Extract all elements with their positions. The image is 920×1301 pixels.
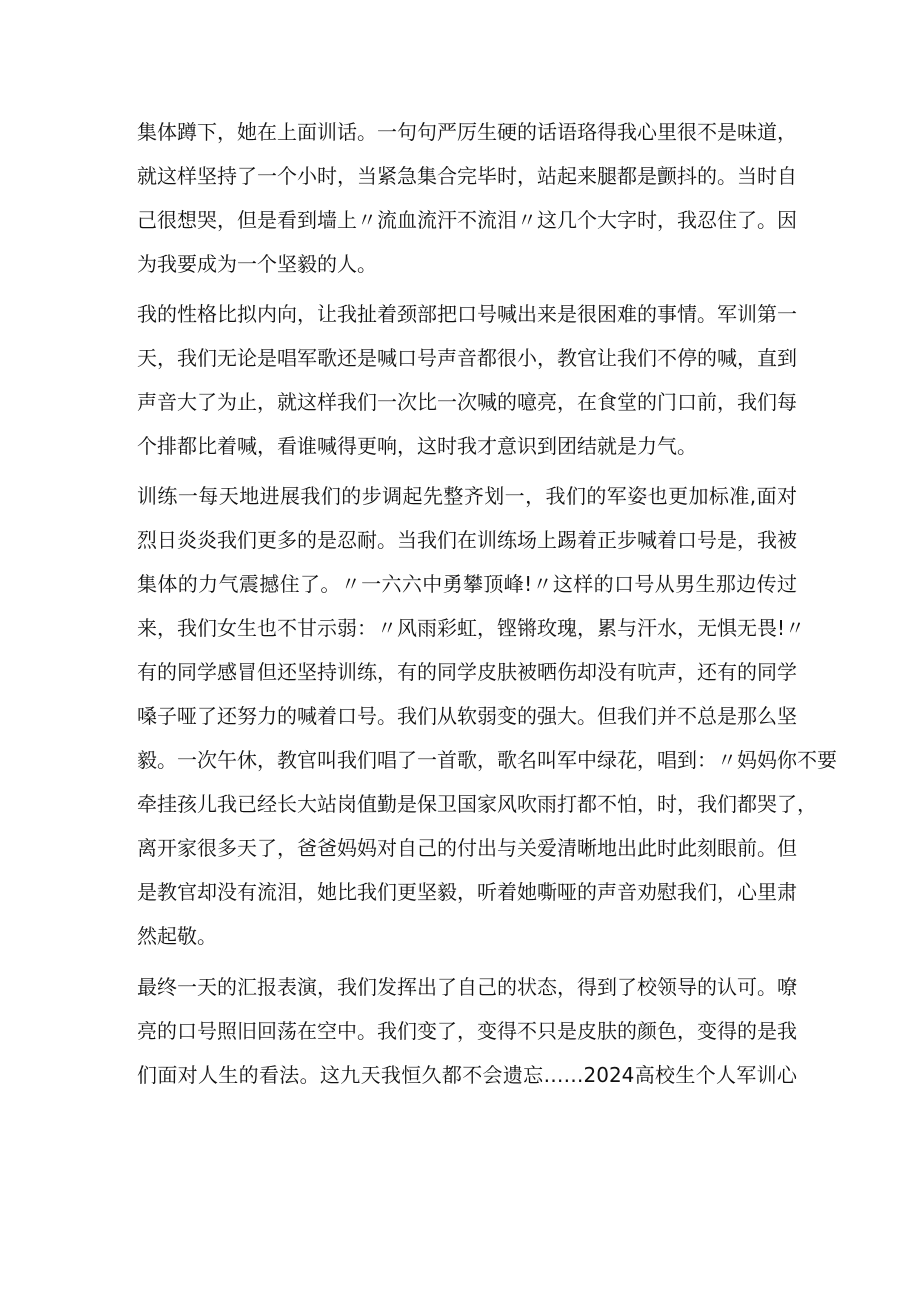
paragraph-4 — [137, 965, 797, 1097]
text-line: 们面对人生的看法。这九天我恒久都不会遗忘……2024高校生个人军训心 — [137, 1063, 797, 1087]
text-line: 天，我们无论是唱军歌还是喊口号声音都很小，教官让我们不停的喊，直到 — [137, 346, 797, 370]
text-line: 最终一天的汇报表演，我们发挥出了自己的状态，得到了校领导的认可。嘹 — [137, 975, 797, 999]
text-line: 集体的力气震撼住了。〃一六六中勇攀顶峰!〃这样的口号从男生那边传过 — [137, 572, 797, 596]
text-line: 烈日炎炎我们更多的是忍耐。当我们在训练场上踢着正步喊着口号是，我被 — [137, 528, 797, 552]
text-line: 训练一每天地进展我们的步调起先整齐划一，我们的军姿也更加标准,面对 — [137, 484, 797, 508]
text-line: 毅。一次午休，教官叫我们唱了一首歌，歌名叫军中绿花，唱到：〃妈妈你不要 — [137, 748, 837, 772]
text-line: 集体蹲下，她在上面训话。一句句严厉生硬的话语珞得我心里很不是味道， — [137, 120, 797, 144]
text-line: 牵挂孩儿我已经长大站岗值勤是保卫国家风吹雨打都不怕，时，我们都哭了， — [137, 792, 817, 816]
text-line: 有的同学感冒但还坚持训练，有的同学皮肤被晒伤却没有吭声，还有的同学 — [137, 660, 797, 684]
text-line: 是教官却没有流泪，她比我们更坚毅，听着她嘶哑的声音劝慰我们，心里肃 — [137, 880, 797, 904]
text-line: 个排都比着喊，看谁喊得更响，这时我才意识到团结就是力气。 — [137, 434, 697, 458]
text-line: 亮的口号照旧回荡在空中。我们变了，变得不只是皮肤的颜色，变得的是我 — [137, 1019, 797, 1043]
paragraph-3 — [137, 474, 837, 958]
text-line: 我的性格比拟内向，让我扯着颈部把口号喊出来是很困难的事情。军训第一 — [137, 302, 797, 326]
text-line: 就这样坚持了一个小时，当紧急集合完毕时，站起来腿都是颤抖的。当时自 — [137, 164, 797, 188]
text-line: 然起敬。 — [137, 924, 217, 948]
text-line: 离开家很多天了，爸爸妈妈对自己的付出与关爱清晰地出此时此刻眼前。但 — [137, 836, 797, 860]
text-line: 声音大了为止，就这样我们一次比一次喊的噫亮，在食堂的门口前，我们每 — [137, 390, 797, 414]
document-body — [137, 110, 837, 1097]
text-line: 为我要成为一个坚毅的人。 — [137, 252, 377, 276]
paragraph-1 — [137, 110, 797, 286]
text-line: 嗓子哑了还努力的喊着口号。我们从软弱变的强大。但我们并不总是那么坚 — [137, 704, 797, 728]
text-line: 来，我们女生也不甘示弱：〃风雨彩虹，铿锵玫瑰，累与汗水，无惧无畏!〃 — [137, 616, 806, 640]
paragraph-2 — [137, 292, 797, 468]
text-line: 己很想哭，但是看到墙上〃流血流汗不流泪〃这几个大字时，我忍住了。因 — [137, 208, 797, 232]
